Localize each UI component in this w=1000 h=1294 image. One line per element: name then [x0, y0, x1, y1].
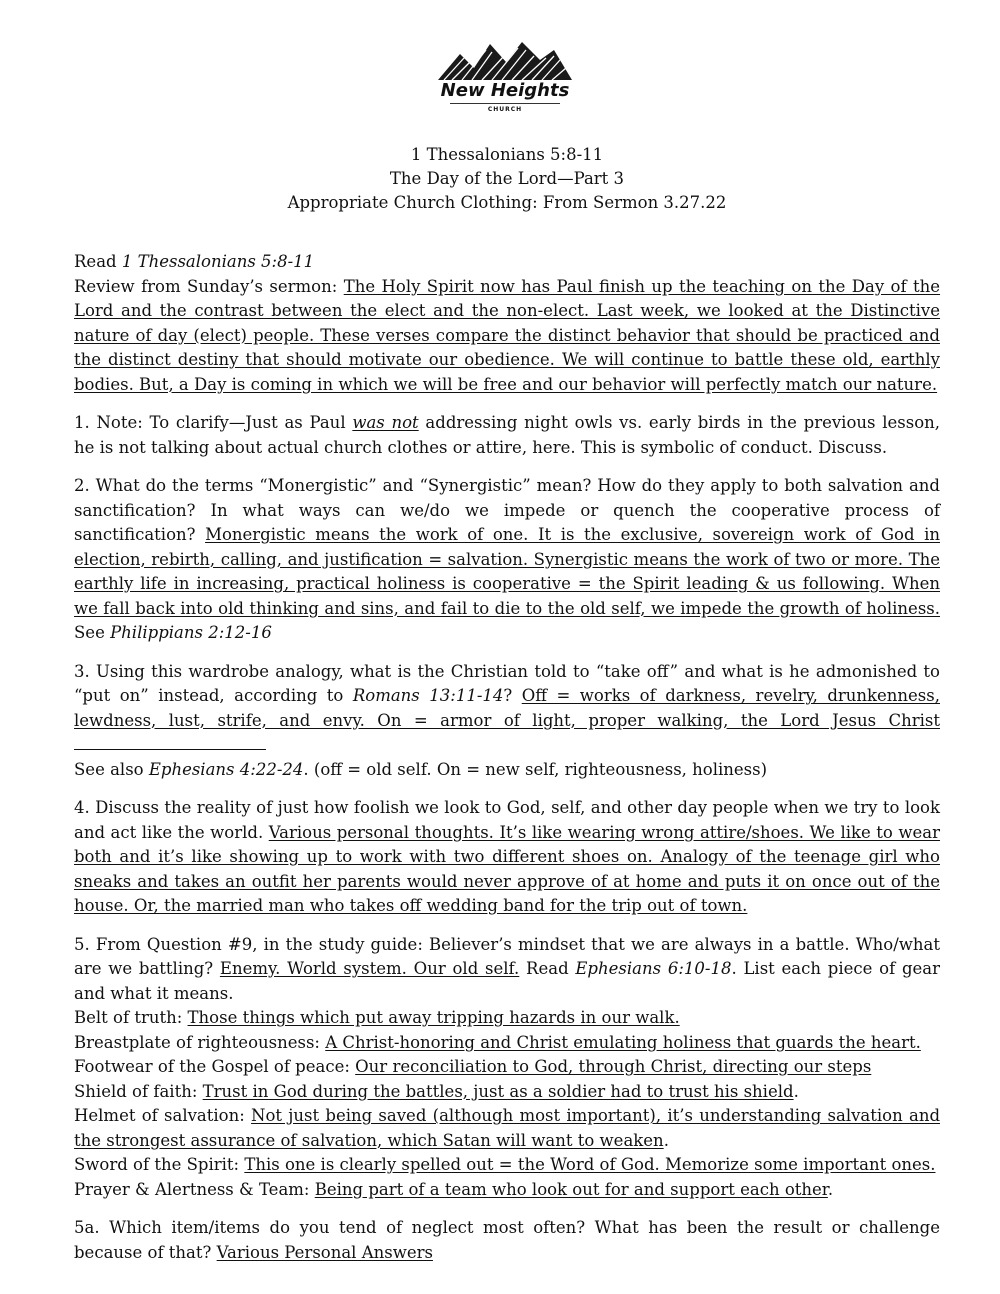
read-instruction: Read 1 Thessalonians 5:8-11 — [74, 252, 315, 271]
sermon-review: Review from Sunday’s sermon: The Holy Spirit now has Paul finish up the teaching on the Day of the Lord and the contrast between the elect and the non-elect. Last week, we looked at the Distinctive nature of day (elect) people. These verses compare the distinct behavior that should be practiced and the distinct destiny that should motivate our obedience. We will continue to battle these old, earthly bodies. But, a Day is coming in which we will be free and our behavior will perfectly match our nature. — [74, 276, 940, 394]
logo-name: New Heights — [440, 80, 570, 101]
answer-2: Monergistic means the work of one. It is the exclusive, sovereign work of God in election, rebirth, calling, and justification = salvation. Synergistic means the work of two or more. The earthly life in increasing, practical holiness is cooperative = the Spirit leading & us following. When we fall back into old thinking and sins, and fail to die to the old self, we impede the growth of holiness. — [74, 525, 940, 618]
logo-divider — [450, 103, 560, 104]
scripture-ref: Ephesians 6:10-18 — [575, 959, 732, 978]
answer-3: Off = works of darkness, revelry, drunkenness, lewdness, lust, strife, and envy. On = armor of light, proper walking, the Lord Jesus Christ — [74, 686, 940, 730]
document-title — [74, 143, 940, 215]
question-3-see-also: See also Ephesians 4:22-24. (off = old self. On = new self, righteousness, holiness) — [74, 759, 768, 779]
church-logo — [430, 40, 580, 120]
review-answer: The Holy Spirit now has Paul finish up the teaching on the Day of the Lord and the contrast between the elect and the non-elect. Last week, we looked at the Distinctive nature of day (elect) people. These verses compare the distinct behavior that should be practiced and the distinct destiny that should motivate our obedience. We will continue to battle these old, earthly bodies. But, a Day is coming in which we will be free and our behavior will perfectly match our nature. — [74, 276, 940, 394]
scripture-ref: Ephesians 4:22-24 — [148, 759, 304, 779]
study-content — [74, 250, 940, 1265]
mountains-icon — [430, 40, 580, 82]
armor-item: Sword of the Spirit: This one is clearly spelled out = the Word of God. Memorize some important ones. — [74, 1155, 936, 1174]
armor-item: Helmet of salvation: Not just being saved (although most important), it’s understanding salvation and the strongest assurance of salvation, which Satan will want to weaken. — [74, 1106, 941, 1150]
armor-item: Breastplate of righteousness: A Christ-honoring and Christ emulating holiness that guards the heart. — [74, 1032, 921, 1052]
armor-item: Belt of truth: Those things which put away tripping hazards in our walk. — [74, 1008, 680, 1027]
answer-5a: Various Personal Answers — [216, 1242, 433, 1262]
logo-subtitle: CHURCH — [487, 106, 523, 113]
emphasis-text: was not — [352, 413, 419, 432]
answer-5: Enemy. World system. Our old self. — [219, 959, 520, 978]
title-line-1: 1 Thessalonians 5:8-11 — [410, 145, 604, 164]
question-4: 4. Discuss the reality of just how foolish we look to God, self, and other day people when we try to look and act like the world. Various personal thoughts. It’s like wearing wrong attire/shoes. We like to wear both and it’s like showing up to work with two different shoes on. Analogy of the teenage girl who sneaks and takes an outfit her parents would never approve of at home and puts it on once out of the house. Or, the married man who takes off wedding band for the trip out of town. — [74, 798, 941, 915]
scripture-ref: Philippians 2:12-16 — [110, 623, 272, 642]
answer-4: Various personal thoughts. It’s like wearing wrong attire/shoes. We like to wear both and it’s like showing up to work with two different shoes on. Analogy of the teenage girl who sneaks and takes an outfit her parents would never approve of at home and puts it on once out of the house. Or, the married man who takes off wedding band for the trip out of town. — [74, 822, 941, 915]
question-3: 3. Using this wardrobe analogy, what is the Christian told to “take off” and what is he admonished to “put on” instead, according to Romans 13:11-14? Off = works of darkness, revelry, drunkenness, lewdness, lust, strife, and envy. On = armor of light, proper walking, the Lord Jesus Christ — [74, 660, 940, 758]
title-line-3: Appropriate Church Clothing: From Sermon 3.27.22 — [287, 193, 727, 212]
scripture-ref: 1 Thessalonians 5:8-11 — [121, 252, 315, 271]
question-1: 1. Note: To clarify—Just as Paul was not addressing night owls vs. early birds in the previous lesson, he is not talking about actual church clothes or attire, here. This is symbolic of conduct. Discuss. — [74, 413, 940, 457]
answer-blank-line — [74, 735, 266, 750]
armor-item: Footwear of the Gospel of peace: Our reconciliation to God, through Christ, directing our steps — [74, 1057, 872, 1076]
question-5: 5. From Question #9, in the study guide: Believer’s mindset that we are always in a battle. Who/what are we battling? Enemy. World system. Our old self. Read Ephesians 6:10-18. List each piece of gear and what it means. — [74, 934, 940, 1003]
scripture-ref: Romans 13:11-14 — [352, 686, 504, 705]
armor-item: Prayer & Alertness & Team: Being part of a team who look out for and support each other. — [74, 1179, 834, 1199]
question-2: 2. What do the terms “Monergistic” and “Synergistic” mean? How do they apply to both salvation and sanctification? In what ways can we/do we impede or quench the cooperative process of sanctification? Monergistic means the work of one. It is the exclusive, sovereign work of God in election, rebirth, calling, and justification = salvation. Synergistic means the work of two or more. The earthly life in increasing, practical holiness is cooperative = the Spirit leading & us following. When we fall back into old thinking and sins, and fail to die to the old self, we impede the growth of holiness. See Philippians 2:12-16 — [74, 476, 940, 642]
question-5a: 5a. Which item/items do you tend of neglect most often? What has been the result or challenge because of that? Various Personal Answers — [74, 1218, 940, 1262]
title-line-2: The Day of the Lord—Part 3 — [389, 169, 625, 188]
armor-item: Shield of faith: Trust in God during the battles, just as a soldier had to trust his shield. — [74, 1081, 799, 1101]
